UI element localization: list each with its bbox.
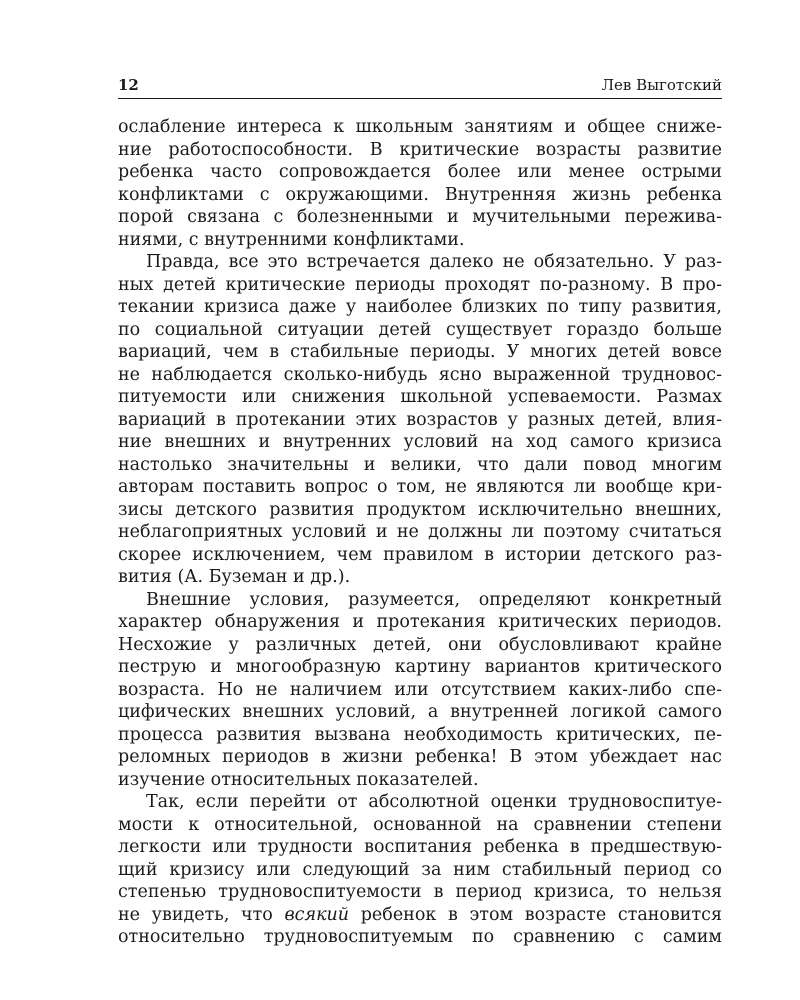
text-line — [118, 634, 722, 657]
text-line — [118, 926, 722, 949]
text-line-content: щий кризису или следующий за ним стабильный период со — [118, 859, 722, 880]
text-line-content: ние внешних и внутренних условий на ход самого кризиса — [118, 432, 722, 452]
text-line-content: относительно трудновоспитуемым по сравнению с самим — [118, 927, 722, 947]
text-line-content: вития (А. Буземан и др.). — [118, 567, 351, 587]
text-line — [118, 791, 722, 814]
text-line-content: процесса развития вызвана необходимость критических, пе- — [118, 724, 722, 745]
text-line — [118, 521, 722, 544]
text-line — [118, 431, 722, 454]
text-line-content: ослабление интереса к школьным занятиям и общее сниже- — [118, 117, 722, 137]
text-line — [118, 116, 722, 139]
text-line-content: мости к относительной, основанной на сравнении степени — [118, 814, 722, 835]
text-line-content: Несхожие у различных детей, они обусловливают крайне — [118, 634, 722, 655]
text-line — [118, 611, 722, 634]
text-line — [118, 454, 722, 477]
text-line — [118, 859, 722, 882]
text-line-content: реломных периодов в жизни ребенка! В этом убеждает нас — [118, 747, 722, 767]
text-line — [118, 769, 722, 792]
text-line — [118, 656, 722, 679]
text-line — [118, 679, 722, 702]
text-line-content: цифических внешних условий, а внутренней логикой самого — [118, 702, 722, 722]
text-line-content: авторам поставить вопрос о том, не являются ли вообще кри- — [118, 477, 722, 497]
text-line — [118, 904, 722, 927]
text-line — [118, 724, 722, 747]
text-line-content: ниями, с внутренними конфликтами. — [118, 229, 465, 250]
text-line-content: порой связана с болезненными и мучительными пережива- — [118, 207, 722, 227]
emphasis: всякий — [284, 904, 350, 925]
text-line — [118, 341, 722, 364]
text-line — [118, 139, 722, 162]
text-line-content: пеструю и многообразную картину вариантов критического — [118, 657, 722, 677]
text-line — [118, 589, 722, 612]
text-line-content: конфликтами с окружающими. Внутренняя жизнь ребенка — [118, 184, 722, 205]
text-line-content: ребенка часто сопровождается более или менее острыми — [118, 162, 722, 182]
text-line-content: по социальной ситуации детей существует гораздо больше — [118, 319, 722, 340]
text-line-content: характер обнаружения и протекания критических периодов. — [118, 612, 722, 632]
text-line-content: Внешние условия, разумеется, определяют конкретный — [146, 589, 722, 610]
text-line — [118, 499, 722, 522]
text-line-content: вариаций, чем в стабильные периоды. У многих детей вовсе — [118, 342, 722, 362]
text-line-content: текании кризиса даже у наиболее близких по типу развития, — [118, 297, 722, 317]
text-line-content: возраста. Но не наличием или отсутствием каких-либо спе- — [118, 679, 722, 700]
running-title: Лев Выготский — [601, 76, 722, 94]
text-line-content: ние работоспособности. В критические возрасты развитие — [118, 139, 722, 160]
text-line — [118, 206, 722, 229]
text-line — [118, 746, 722, 769]
text-line — [118, 476, 722, 499]
running-head — [118, 72, 722, 99]
text-line-content: вариаций в протекании этих возрастов у разных детей, влия- — [118, 409, 722, 430]
text-line — [118, 229, 722, 252]
text-line — [118, 184, 722, 207]
text-line-content: ребенок в этом возрасте становится — [349, 904, 722, 925]
text-line-content: легкости или трудности воспитания ребенка в предшествую- — [118, 837, 722, 857]
text-line — [118, 566, 722, 589]
text-line-content: не наблюдается сколько-нибудь ясно выраженной трудновос- — [118, 364, 722, 385]
text-line — [118, 364, 722, 387]
text-line-content: не увидеть, что — [118, 904, 285, 925]
text-line-content: настолько значительны и велики, что дали повод многим — [118, 454, 722, 475]
text-line-content: ных детей критические периоды проходят по-разному. В про- — [118, 274, 722, 295]
text-line — [118, 544, 722, 567]
text-line-content: зисы детского развития продуктом исключительно внешних, — [118, 499, 722, 520]
text-line-content: Правда, все это встречается далеко не обязательно. У раз- — [146, 252, 722, 272]
text-line — [118, 319, 722, 342]
page-number: 12 — [118, 76, 139, 94]
text-line — [118, 836, 722, 859]
text-line-content: скорее исключением, чем правилом в истории детского раз- — [118, 544, 722, 565]
text-line — [118, 296, 722, 319]
text-line — [118, 409, 722, 432]
text-line-content: Так, если перейти от абсолютной оценки трудновоспитуе- — [146, 792, 722, 812]
text-line — [118, 701, 722, 724]
text-line — [118, 386, 722, 409]
text-line-content: степенью трудновоспитуемости в период кризиса, то нельзя — [118, 882, 722, 902]
text-line — [118, 881, 722, 904]
text-line — [118, 161, 722, 184]
text-line-content: питуемости или снижения школьной успеваемости. Размах — [118, 387, 722, 407]
text-line-content: неблагоприятных условий и не должны ли поэтому считаться — [118, 522, 722, 542]
text-line-content: изучение относительных показателей. — [118, 769, 479, 790]
text-line — [118, 274, 722, 297]
body-text — [118, 116, 722, 949]
text-line — [118, 251, 722, 274]
text-line — [118, 814, 722, 837]
